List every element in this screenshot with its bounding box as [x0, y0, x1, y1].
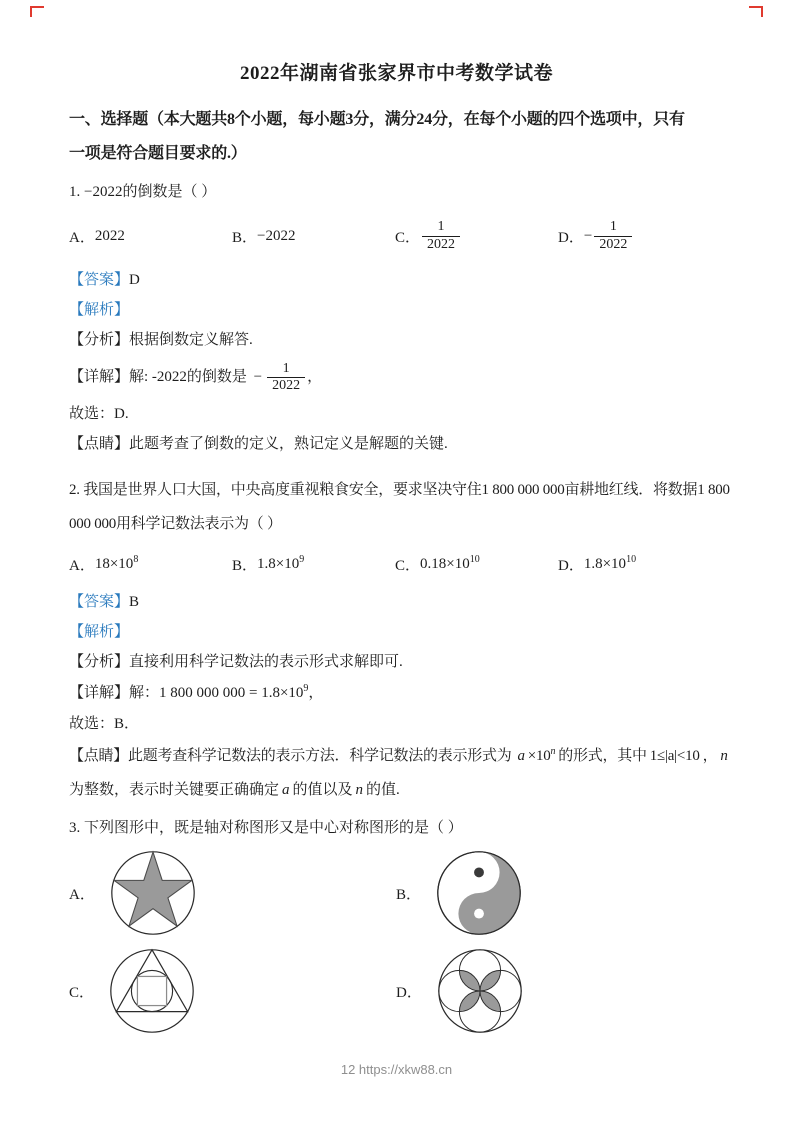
q2-option-d — [558, 554, 721, 575]
q2-option-b-base: 1.8×10 — [257, 555, 300, 572]
q2-options — [69, 547, 724, 581]
q3-option-d-label: D． — [396, 984, 422, 1001]
q2-stem-line1: 2. 我国是世界人口大国，中央高度重视粮食安全，要求坚决守住1 800 000 000亩耕地红线．将数据1 800 — [69, 482, 730, 498]
star-in-circle-figure — [109, 849, 197, 937]
q1-option-a-value: 2022 — [94, 227, 125, 244]
section-heading-line2: 一项是符合题目要求的.） — [69, 145, 247, 162]
answer-tag: 【答案】 — [69, 594, 130, 610]
q3-option-a-label: A． — [69, 886, 95, 903]
math-var-n: n — [720, 748, 728, 764]
page-content — [69, 0, 730, 1035]
q1-option-c-fraction — [422, 219, 460, 252]
q1-xiangjie-suffix: ， — [307, 369, 323, 385]
q2-dianjing-text5: 的值以及 — [292, 782, 353, 798]
q2-dianjing-line1 — [69, 739, 728, 773]
math-var-n: n — [355, 782, 364, 798]
q2-dianjing-text2: 的形式，其中 — [558, 748, 647, 764]
q1-fenxi-line: 【分析】根据倒数定义解答. — [69, 332, 253, 348]
q1-xiangjie-sign: − — [253, 369, 263, 385]
q2-xiangjie-line — [69, 677, 724, 709]
crop-mark-top-right-icon — [749, 6, 763, 17]
section-heading — [69, 103, 724, 171]
q2-option-a-exponent: 8 — [133, 553, 139, 565]
q3-option-c — [69, 947, 396, 1035]
q2-xiangjie-prefix: 【详解】解：1 800 000 000 = 1.8×10 — [69, 685, 304, 701]
q3-figure-row-2 — [69, 947, 724, 1035]
q2-dianjing — [69, 739, 728, 807]
q2-stem — [69, 473, 730, 541]
q2-dianjing-text3: ， — [702, 748, 718, 764]
q3-option-a — [69, 849, 396, 937]
q1-option-b-label: B． — [232, 229, 258, 246]
q2-option-a-base: 18×10 — [94, 555, 134, 572]
q2-option-c-label: C． — [395, 557, 421, 574]
q2-option-a-value — [94, 553, 139, 573]
q1-stem: 1. −2022的倒数是（ ） — [69, 184, 217, 200]
math-var-a: a — [517, 748, 525, 764]
q2-option-c-base: 0.18×10 — [420, 555, 470, 572]
q1-option-d — [558, 219, 721, 252]
q2-option-b — [232, 554, 395, 575]
q1-xiangjie-fraction — [267, 361, 305, 394]
q1-xiangjie-prefix: 【详解】解: -2022的倒数是 — [69, 369, 247, 385]
q2-answer-line — [69, 587, 724, 617]
q3-option-d — [396, 947, 723, 1035]
q1-jiexi-line — [69, 295, 724, 325]
q1-xiangjie-line — [69, 355, 724, 399]
four-petal-flower-figure — [436, 947, 524, 1035]
q2-option-b-exponent: 9 — [299, 553, 305, 565]
q1-option-d-label: D． — [558, 229, 584, 246]
q2-stem-line2: 000 000用科学记数法表示为（ ） — [69, 516, 282, 532]
page-title: 2022年湖南省张家界市中考数学试卷 — [239, 63, 553, 84]
jiexi-tag: 【解析】 — [69, 624, 130, 640]
math-a-times-ten — [515, 748, 556, 764]
q2-xiangjie-exponent: 9 — [303, 683, 309, 694]
q1-option-d-sign: − — [583, 227, 593, 244]
q1-option-c — [395, 219, 558, 252]
fraction-numerator: 1 — [609, 219, 617, 235]
q2-option-b-value — [257, 553, 305, 573]
section-heading-line1: 一、选择题（本大题共8个小题，每小题3分，满分24分，在每个小题的四个选项中，只有 — [69, 111, 685, 128]
q3-option-b-label: B． — [396, 886, 422, 903]
fraction-denominator: 2022 — [422, 236, 460, 253]
q2-option-a — [69, 554, 232, 575]
q2-option-d-base: 1.8×10 — [583, 555, 627, 572]
yin-yang-figure — [435, 849, 523, 937]
q2-option-b-label: B． — [232, 557, 258, 574]
q2-guxuan-line: 故选：B． — [69, 716, 140, 732]
answer-tag: 【答案】 — [69, 272, 130, 288]
q2-option-c-value — [420, 553, 480, 573]
q2-xiangjie-suffix: ， — [308, 685, 324, 701]
q1-guxuan-line: 故选：D. — [69, 406, 129, 422]
q3-figure-row-1 — [69, 849, 724, 937]
q2-option-a-label: A． — [69, 557, 95, 574]
page-footer: 12 https://xkw88.cn — [340, 1062, 453, 1077]
q1-option-c-label: C． — [395, 229, 421, 246]
q1-option-a-label: A． — [69, 229, 95, 246]
q1-answer-value: D — [129, 272, 140, 288]
q2-fenxi-line: 【分析】直接利用科学记数法的表示形式求解即可. — [69, 654, 403, 670]
math-times-ten: ×10 — [527, 748, 551, 764]
q1-option-b — [232, 226, 395, 247]
math-exp-n: n — [550, 746, 556, 757]
q2-option-c-exponent: 10 — [469, 553, 480, 565]
q2-option-d-label: D． — [558, 557, 584, 574]
math-abs-a-range: 1≤|a|<10 — [649, 748, 700, 764]
q1-options — [69, 213, 724, 259]
q2-dianjing-line2 — [69, 773, 724, 807]
fraction-denominator: 2022 — [267, 377, 305, 394]
q3-option-c-label: C． — [69, 984, 95, 1001]
q1-dianjing-line: 【点睛】此题考查了倒数的定义，熟记定义是解题的关键. — [69, 436, 448, 452]
q2-dianjing-text4: 为整数，表示时关键要正确确定 — [69, 782, 280, 798]
q2-dianjing-text1: 【点睛】此题考查科学记数法的表示方法．科学记数法的表示形式为 — [69, 748, 512, 764]
q1-option-d-fraction — [594, 219, 632, 252]
crop-mark-top-left-icon — [30, 6, 44, 17]
q3-stem: 3. 下列图形中，既是轴对称图形又是中心对称图形的是（ ） — [69, 820, 463, 836]
q3-option-b — [396, 849, 723, 937]
q2-jiexi-line — [69, 617, 724, 647]
fraction-numerator: 1 — [437, 219, 445, 235]
fraction-numerator: 1 — [282, 360, 290, 376]
q1-option-b-value: −2022 — [257, 227, 296, 244]
q2-answer-value: B — [129, 594, 140, 610]
fraction-denominator: 2022 — [594, 236, 632, 253]
q1-answer-line — [69, 265, 724, 295]
q2-option-d-exponent: 10 — [626, 553, 637, 565]
circle-triangle-square-figure — [108, 947, 196, 1035]
jiexi-tag: 【解析】 — [69, 302, 130, 318]
q2-dianjing-text6: 的值. — [366, 782, 400, 798]
q2-option-d-value — [583, 553, 637, 573]
math-var-a: a — [282, 782, 290, 798]
q2-option-c — [395, 554, 558, 575]
q1-option-a — [69, 226, 232, 247]
